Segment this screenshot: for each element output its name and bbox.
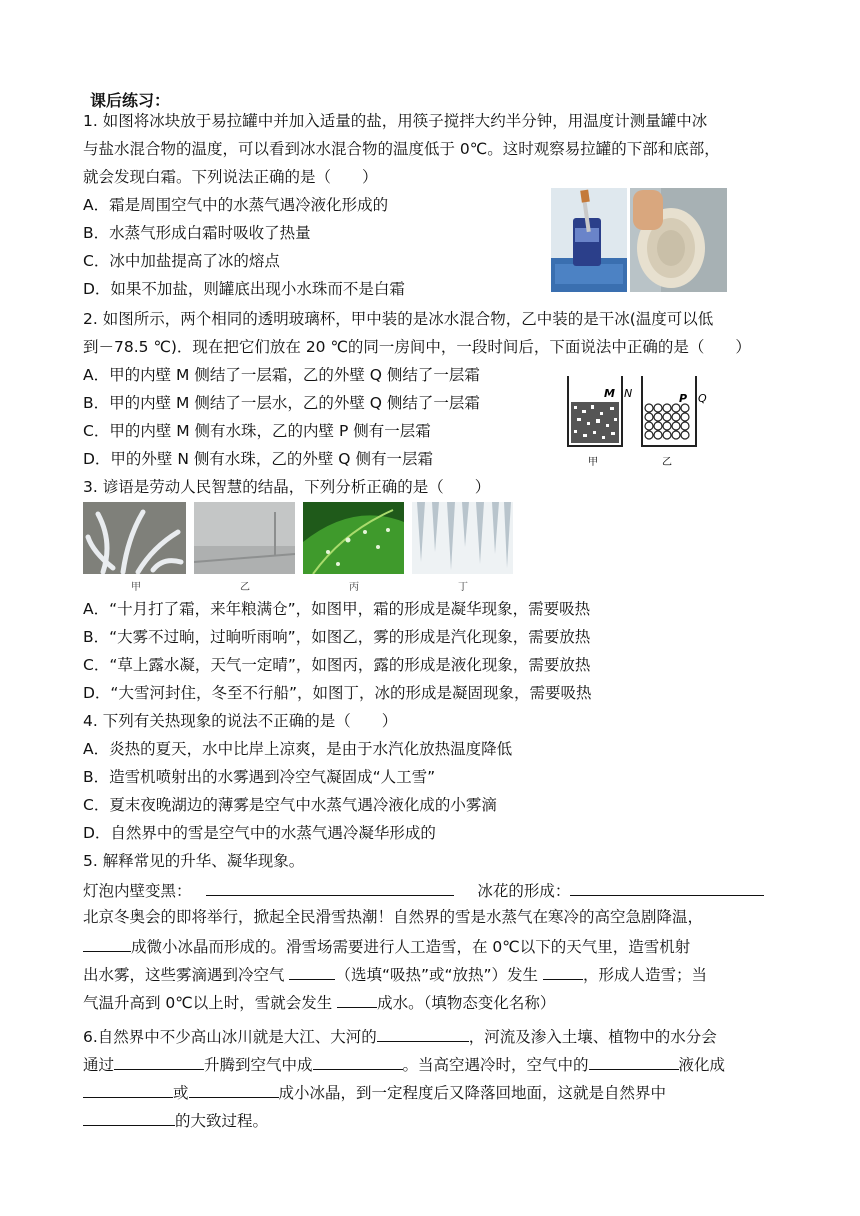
q4-stem: 4. 下列有关热现象的说法不正确的是（ ） <box>83 712 398 730</box>
melt-blank[interactable] <box>337 991 377 1008</box>
q4-option-d: D．自然界中的雪是空气中的水蒸气遇冷凝华形成的 <box>83 824 436 842</box>
caption-jia: 甲 <box>131 582 141 593</box>
q6-text-2c: 。当高空遇冷时，空气中的 <box>402 1056 589 1074</box>
q5-paragraph-line4 <box>83 991 555 1013</box>
q4-option-b: B．造雪机喷射出的水雾遇到冷空气凝固成“人工雪” <box>83 768 436 786</box>
q6-line1 <box>83 1025 717 1047</box>
q5-text-2a: 成微小冰晶而形成的。滑雪场需要进行人工造雪，在 0℃以下的天气里，造雪机射 <box>131 938 691 956</box>
bulb-blank[interactable] <box>206 879 454 896</box>
caption-yi: 乙 <box>240 582 250 593</box>
label-yi: 乙 <box>662 457 672 468</box>
q6-blank-desublimation[interactable] <box>189 1081 279 1098</box>
q1-stem-line3: 就会发现白霜。下列说法正确的是（ ） <box>83 168 378 186</box>
q6-blank-source[interactable] <box>377 1025 469 1042</box>
q6-text-3a: 或 <box>173 1084 189 1102</box>
fog-photo <box>194 502 295 574</box>
q6-blank-vapor[interactable] <box>313 1053 403 1070</box>
q5-paragraph-line2 <box>83 935 690 957</box>
q6-text-2a: 通过 <box>83 1056 115 1074</box>
q6-text-1b: ，河流及渗入土壤、植物中的水分会 <box>468 1028 717 1046</box>
snow-blank[interactable] <box>83 935 131 952</box>
q2-option-b: B．甲的内壁 M 侧结了一层水，乙的外壁 Q 侧结了一层霜 <box>83 394 480 412</box>
ice-flower-blank[interactable] <box>570 879 764 896</box>
q5-text-4b: 成水。（填物态变化名称） <box>377 994 556 1012</box>
caption-bing: 丙 <box>349 582 359 593</box>
label-q: Q <box>698 392 707 405</box>
q1-stem-line2: 与盐水混合物的温度，可以看到冰水混合物的温度低于 0℃。这时观察易拉罐的下部和底部， <box>83 140 720 158</box>
label-p: P <box>679 392 688 405</box>
label-jia: 甲 <box>588 457 598 468</box>
q6-text-2d: 液化成 <box>678 1056 726 1074</box>
q6-text-4b: 的大致过程。 <box>175 1112 269 1130</box>
q6-text-1a: 6.自然界中不少高山冰川就是大江、大河的 <box>83 1028 377 1046</box>
section-heading: 课后练习： <box>90 91 171 110</box>
q1-option-c: C．冰中加盐提高了冰的熔点 <box>83 252 280 270</box>
q3-option-a: A．“十月打了霜，来年粮满仓”，如图甲，霜的形成是凝华现象，需要吸热 <box>83 600 591 618</box>
frost-photo <box>83 502 186 574</box>
label-n: N <box>624 387 633 400</box>
q1-option-a: A．霜是周围空气中的水蒸气遇冷液化形成的 <box>83 196 389 214</box>
q6-line4 <box>83 1109 268 1131</box>
q1-option-b: B．水蒸气形成白霜时吸收了热量 <box>83 224 311 242</box>
caption-ding: 丁 <box>458 582 468 593</box>
q3-option-b: B．“大雾不过晌，过晌听雨响”，如图乙，雾的形成是汽化现象，需要放热 <box>83 628 591 646</box>
q2-stem-line1: 2. 如图所示，两个相同的透明玻璃杯，甲中装的是冰水混合物，乙中装的是干冰(温度可以低 <box>83 310 714 328</box>
q3-option-d: D．“大雪河封住，冬至不行船”，如图丁，冰的形成是凝固现象，需要吸热 <box>83 684 592 702</box>
q3-option-c: C．“草上露水凝，天气一定晴”，如图丙，露的形成是液化现象，需要放热 <box>83 656 591 674</box>
q6-line3 <box>83 1081 666 1103</box>
q3-stem: 3. 谚语是劳动人民智慧的结晶，下列分析正确的是（ ） <box>83 478 491 496</box>
q6-text-2b: 升腾到空气中成 <box>204 1056 313 1074</box>
q5-fill-line1 <box>83 879 764 901</box>
q6-blank-droplets[interactable] <box>83 1081 173 1098</box>
q5-text-3b: （选填“吸热”或“放热”）发生 <box>335 966 543 984</box>
can-frost-photo <box>551 188 727 292</box>
q6-blank-substance[interactable] <box>589 1053 679 1070</box>
q1-option-d: D．如果不加盐，则罐底出现小水珠而不是白霜 <box>83 280 405 298</box>
q6-line2 <box>83 1053 725 1075</box>
q2-option-d: D．甲的外壁 N 侧有水珠，乙的外壁 Q 侧有一层霜 <box>83 450 433 468</box>
q2-option-c: C．甲的内壁 M 侧有水珠，乙的内壁 P 侧有一层霜 <box>83 422 431 440</box>
q6-blank-evaporation[interactable] <box>114 1053 204 1070</box>
label-m: M <box>604 387 615 400</box>
icicle-photo <box>412 502 513 574</box>
q4-option-c: C．夏末夜晚湖边的薄雾是空气中水蒸气遇冷液化成的小雾滴 <box>83 796 497 814</box>
q5-paragraph-line3 <box>83 963 707 985</box>
q2-stem-line2: 到－78.5 ℃)．现在把它们放在 20 ℃的同一房间中，一段时间后，下面说法中正确的是（ ） <box>83 338 751 356</box>
q2-option-a: A．甲的内壁 M 侧结了一层霜，乙的外壁 Q 侧结了一层霜 <box>83 366 480 384</box>
heat-blank[interactable] <box>289 963 335 980</box>
bulb-label: 灯泡内壁变黑： <box>83 882 192 900</box>
q5-stem: 5. 解释常见的升华、凝华现象。 <box>83 852 305 870</box>
two-cups-diagram <box>560 372 710 472</box>
q4-option-a: A．炎热的夏天，水中比岸上凉爽，是由于水汽化放热温度降低 <box>83 740 513 758</box>
q1-stem-line1: 1. 如图将冰块放于易拉罐中并加入适量的盐，用筷子搅拌大约半分钟，用温度计测量罐中冰 <box>83 112 708 130</box>
q5-text-3c: ，形成人造雪；当 <box>583 966 708 984</box>
phase-blank[interactable] <box>543 963 583 980</box>
q6-blank-cycle[interactable] <box>83 1109 175 1126</box>
dew-photo <box>303 502 404 574</box>
q5-text-4a: 气温升高到 0℃以上时，雪就会发生 <box>83 994 338 1012</box>
q5-paragraph-line1: 北京冬奥会的即将举行，掀起全民滑雪热潮！自然界的雪是水蒸气在寒冷的高空急剧降温， <box>83 908 704 926</box>
ice-flower-label: 冰花的形成： <box>477 882 571 900</box>
q6-text-3b: 成小冰晶，到一定程度后又降落回地面，这就是自然界中 <box>278 1084 667 1102</box>
q5-text-3a: 出水雾，这些雾滴遇到冷空气 <box>83 966 290 984</box>
